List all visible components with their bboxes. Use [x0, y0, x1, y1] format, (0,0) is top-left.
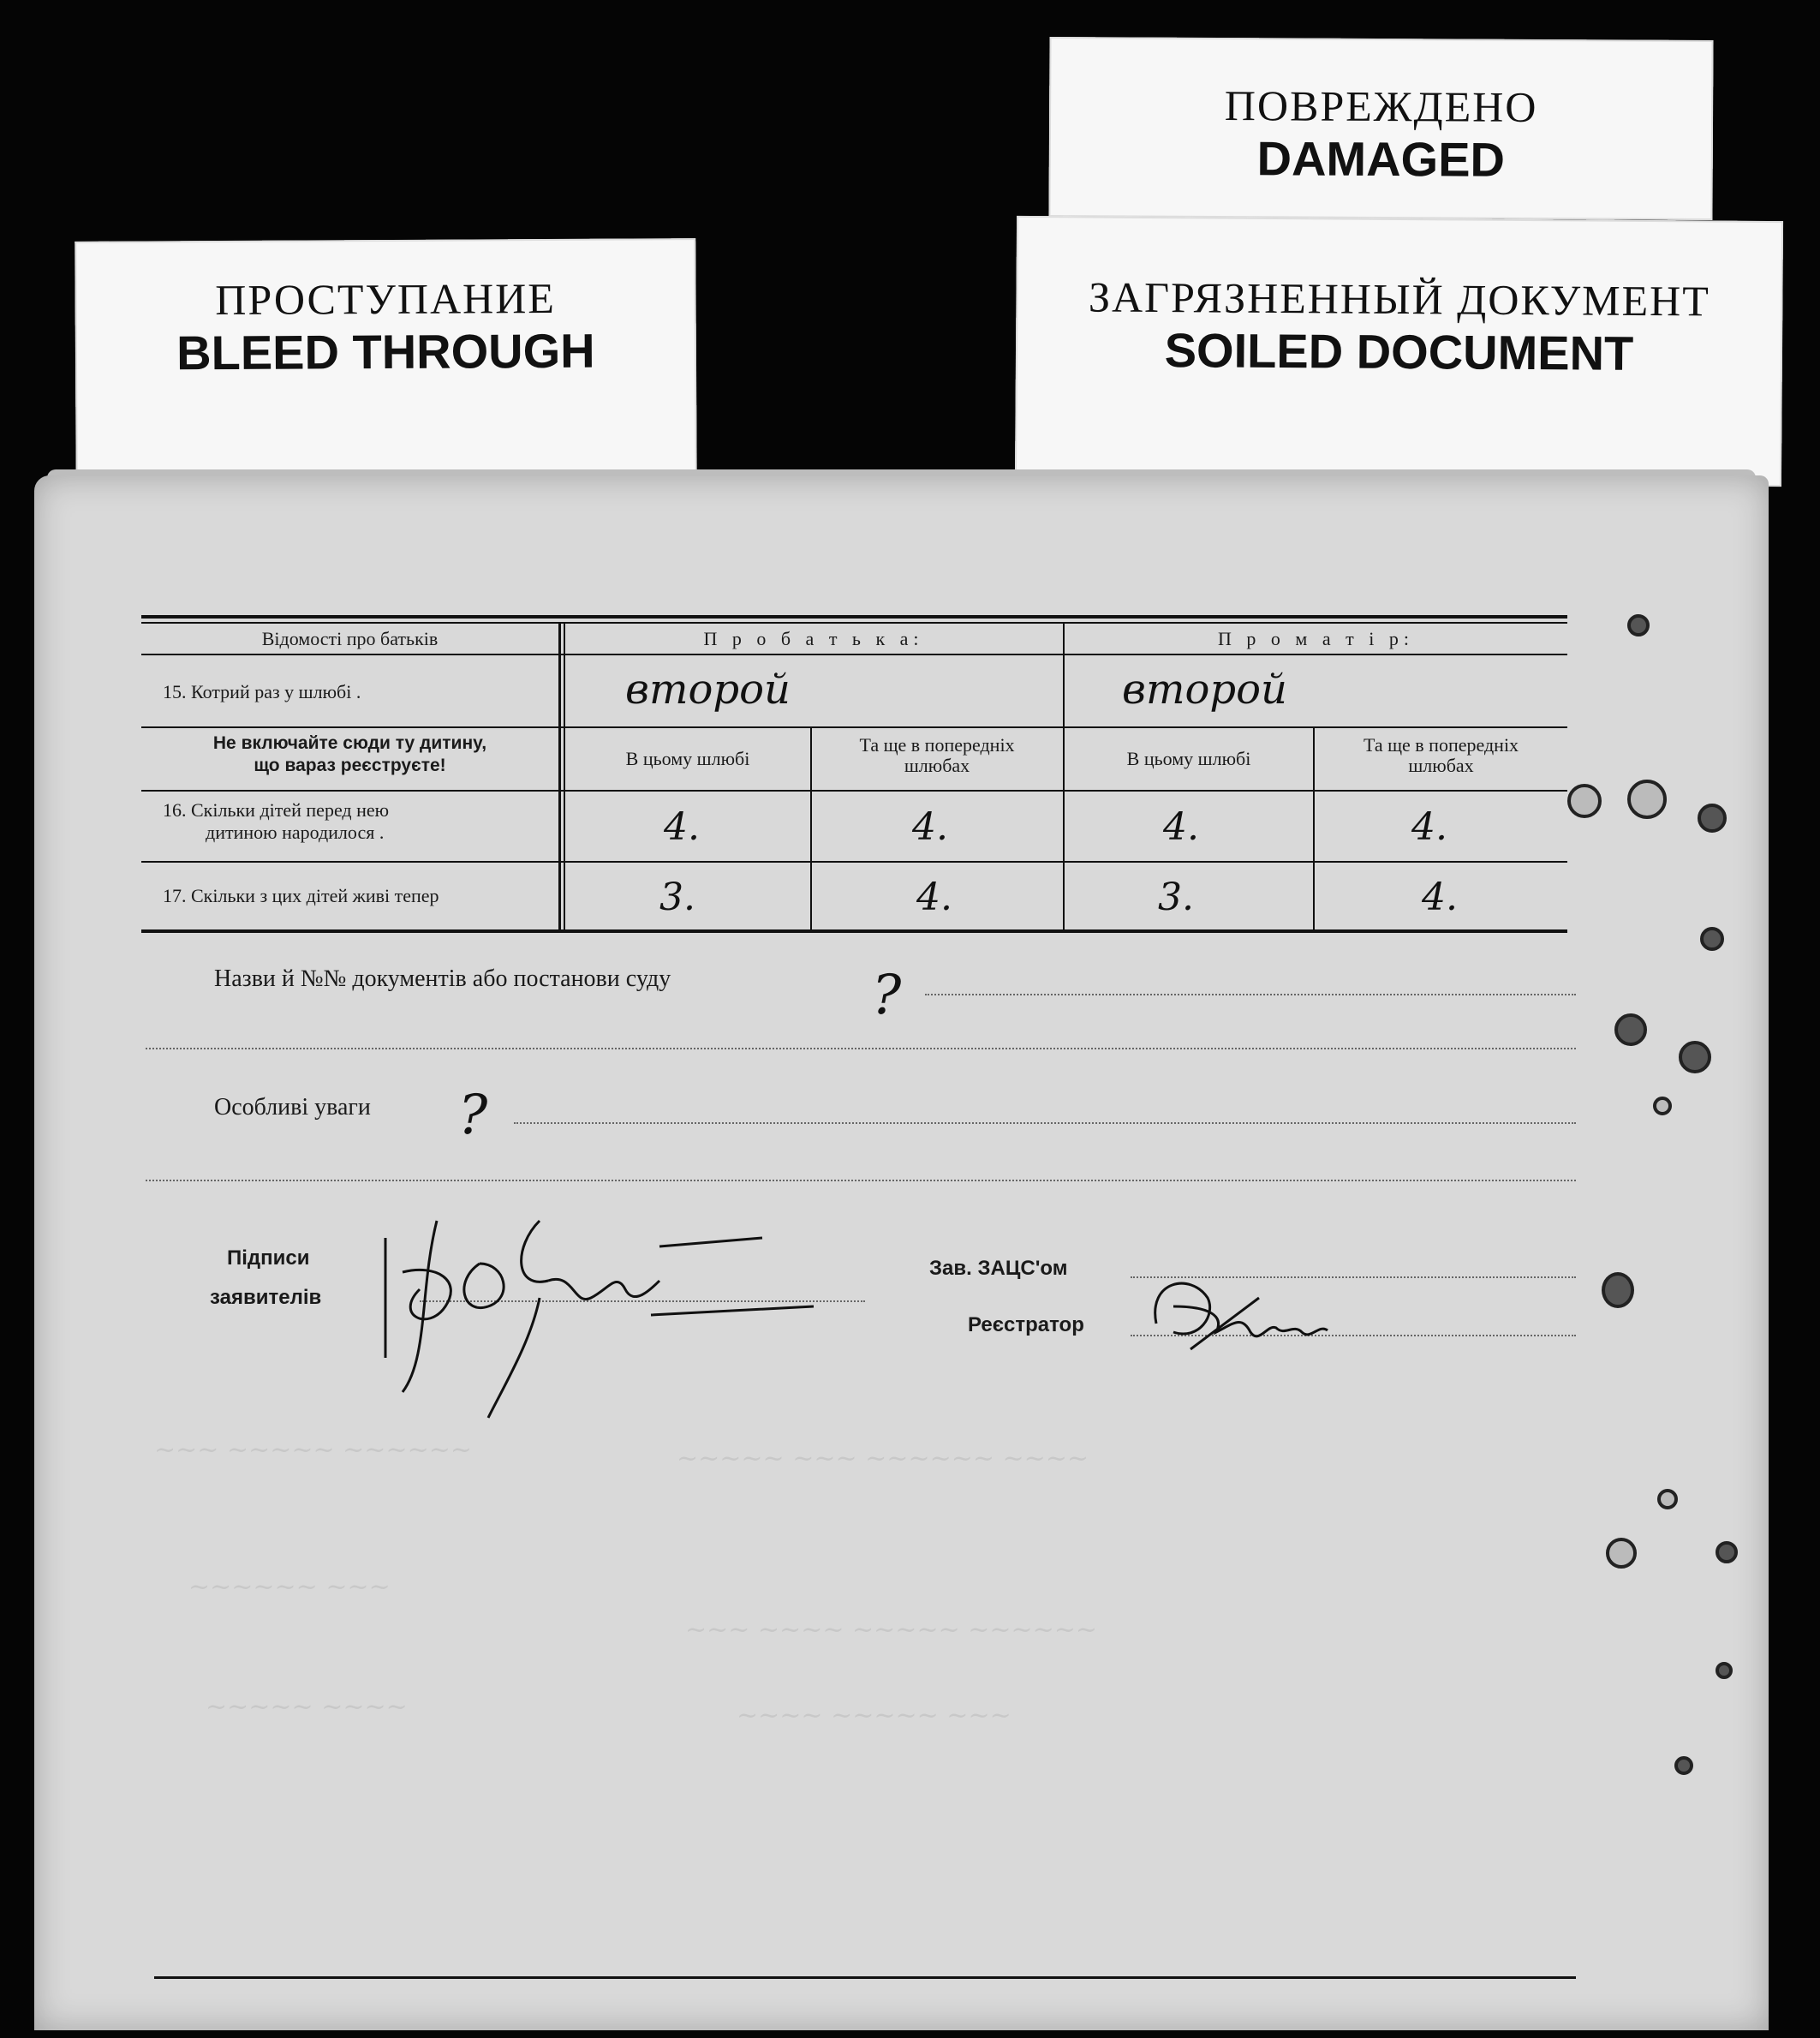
registrar-label: Реєстратор [968, 1313, 1084, 1336]
table-row-rule [141, 861, 1567, 863]
punch-hole [1679, 1041, 1711, 1073]
documents-line [146, 1048, 1576, 1049]
row16-label-line1: 16. Скільки дітей перед нею [163, 799, 390, 821]
punch-hole [1716, 1541, 1738, 1563]
table-row-rule [141, 654, 1567, 655]
ghost-writing: ~~~ ~~~~ ~~~~~ ~~~~~~ [685, 1615, 1098, 1645]
damaged-label-card [1048, 37, 1713, 220]
remarks-line [146, 1180, 1576, 1181]
punch-hole [1614, 1013, 1647, 1046]
documents-label: Назви й №№ документів або постанови суду [214, 965, 671, 992]
soiled-label-card [1015, 216, 1783, 487]
punch-hole [1602, 1272, 1634, 1308]
table-col-rule [564, 624, 565, 929]
table-top-rule [141, 615, 1567, 619]
punch-hole [1606, 1538, 1637, 1569]
soiled-label-ru: ЗАГРЯЗНЕННЫЙ ДОКУМЕНТ [1088, 272, 1711, 326]
ghost-writing: ~~~ ~~~~~ ~~~~~~ [154, 1435, 472, 1465]
registrar-signature [1139, 1264, 1362, 1358]
documents-value: ? [872, 964, 902, 1027]
ghost-writing: ~~~~~ ~~~ ~~~~~~ ~~~~ [677, 1443, 1089, 1473]
bleed-label-ru: ПРОСТУПАНИЕ [215, 273, 556, 325]
punch-hole [1567, 784, 1602, 818]
table-col-rule [1063, 624, 1065, 929]
header-parents-info: Відомості про батьків [261, 628, 439, 649]
row17-label: 17. Скільки з цих дітей живі тепер [163, 885, 439, 906]
damaged-label-en: DAMAGED [1256, 131, 1506, 187]
bleed-label-en: BLEED THROUGH [176, 323, 595, 380]
punch-hole [1627, 614, 1650, 637]
subheader-mother-previous: Та ще в попередніх шлюбах [1363, 734, 1519, 776]
documents-line [925, 994, 1576, 995]
table-row-rule [141, 726, 1567, 728]
remarks-line [514, 1122, 1576, 1124]
head-of-registry-label: Зав. ЗАЦС'ом [929, 1257, 1068, 1280]
applicants-label-line2: заявителів [210, 1286, 322, 1309]
table-bottom-rule [141, 929, 1567, 933]
ghost-writing: ~~~~~~ ~~~ [188, 1572, 391, 1602]
remarks-label: Особливі уваги [214, 1094, 371, 1121]
row16-value: 4. [1163, 805, 1199, 849]
ghost-writing: ~~~~~ ~~~~ [206, 1692, 408, 1722]
row16-value: 4. [664, 805, 700, 849]
bleed-label-card [75, 238, 697, 490]
row15-label: 15. Котрий раз у шлюбі . [163, 681, 361, 702]
ghost-writing: ~~~~ ~~~~~ ~~~ [737, 1700, 1011, 1730]
punch-hole [1674, 1756, 1693, 1775]
subheader-mother-this: В цьому шлюбі [1126, 748, 1251, 769]
soiled-label-en: SOILED DOCUMENT [1164, 323, 1634, 380]
punch-hole [1653, 1097, 1672, 1115]
punch-hole [1657, 1489, 1678, 1509]
header-about-father: П р о б а т ь к а: [703, 628, 924, 649]
row17-value: 4. [1422, 876, 1458, 919]
damaged-label-ru: ПОВРЕЖДЕНО [1224, 81, 1538, 131]
page-bottom-rule [154, 1976, 1576, 1979]
punch-hole [1698, 804, 1727, 833]
remarks-value: ? [458, 1084, 488, 1147]
punch-hole [1700, 927, 1724, 951]
row15-mother-value: второй [1122, 666, 1287, 714]
row17-value: 4. [916, 876, 952, 919]
table-col-rule [558, 624, 561, 929]
document-sheet [34, 475, 1769, 2030]
subheader-note: Не включайте сюди ту дитину, що вараз реєструєте! [212, 733, 487, 775]
subheader-father-this: В цьому шлюбі [625, 748, 750, 769]
table-top-rule [141, 622, 1567, 624]
row15-father-value: второй [625, 666, 791, 714]
row16-value: 4. [1411, 805, 1447, 849]
subheader-father-previous: Та ще в попередніх шлюбах [859, 734, 1015, 776]
row16-label-line2: дитиною народилося . [206, 822, 385, 843]
row17-value: 3. [659, 876, 695, 919]
applicants-label-line1: Підписи [227, 1246, 310, 1270]
punch-hole [1627, 780, 1667, 819]
table-row-rule [141, 790, 1567, 792]
row16-value: 4. [912, 805, 948, 849]
row17-value: 3. [1158, 876, 1194, 919]
applicants-signature [368, 1186, 882, 1426]
header-about-mother: П р о м а т і р: [1218, 628, 1414, 649]
punch-hole [1716, 1662, 1733, 1679]
